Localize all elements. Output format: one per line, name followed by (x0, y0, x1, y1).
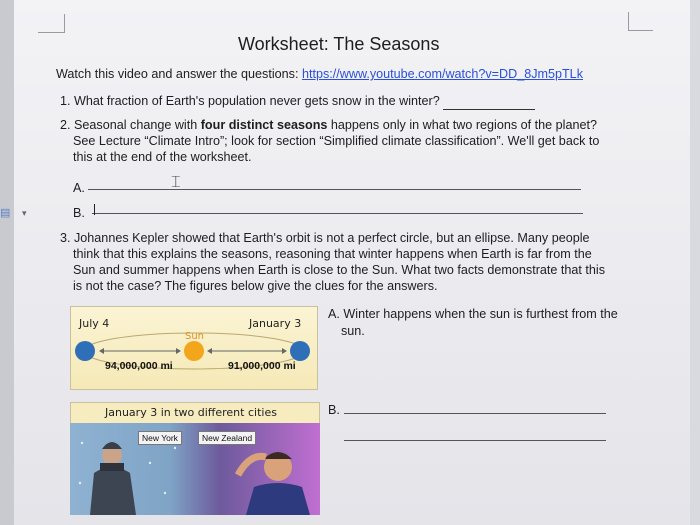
sidebar-doc-icon[interactable]: ▤ (0, 207, 11, 219)
cities-figure-title: January 3 in two different cities (105, 406, 277, 419)
page-title: Worksheet: The Seasons (238, 34, 440, 54)
sun-label: Sun (185, 331, 205, 342)
video-link[interactable]: https://www.youtube.com/watch?v=DD_8Jm5pTLk (301, 67, 583, 81)
page-corner-top-right-mark (628, 12, 653, 31)
question-1 (60, 93, 535, 110)
question-1-text: 1. What fraction of Earth's population never gets snow in the winter? (60, 94, 440, 108)
sun-icon (184, 341, 204, 361)
intro-text: Watch this video and answer the questions: (56, 67, 302, 81)
city-label-left: New York (138, 431, 182, 445)
q2-answer-a-line[interactable] (88, 189, 581, 190)
earth-january-icon (290, 341, 310, 361)
july-label: July 4 (79, 317, 110, 330)
question-3-line-2: think that this explains the seasons, reasoning that winter happens when Earth is far from the (73, 247, 592, 261)
left-edge-strip (0, 0, 14, 525)
text-caret (94, 204, 95, 215)
left-distance-label: 94,000,000 mi (105, 360, 173, 372)
answer-a-line-1: A. Winter happens when the sun is furthest from the (328, 307, 618, 321)
cities-figure-header (70, 402, 320, 424)
q2-answer-b-line[interactable] (92, 213, 583, 214)
question-3-line-4: is not the case? The figures below give the clues for the answers. (73, 279, 438, 293)
orbit-figure (70, 306, 318, 390)
text-cursor-icon: ⌶ (171, 174, 181, 191)
question-2-line-1 (60, 117, 597, 134)
q2-answer-b-label: B. (73, 206, 85, 220)
cities-photo (70, 423, 320, 515)
q2-text-b: happens only in what two regions of the planet? (327, 118, 597, 132)
intro-line (56, 66, 583, 83)
cities-illustration (70, 423, 320, 515)
answer-b-label: B. (328, 403, 340, 417)
city-label-right: New Zealand (198, 431, 256, 445)
answer-b-line-2[interactable] (344, 440, 606, 441)
january-label: January 3 (249, 317, 302, 330)
question-1-answer-blank[interactable] (443, 97, 535, 110)
q2-bold-text: four distinct seasons (200, 118, 328, 132)
answer-b-line-1[interactable] (344, 413, 606, 414)
q2-answer-a-label: A. (73, 181, 85, 195)
answer-a-line-2: sun. (341, 324, 365, 338)
q2-text-a: 2. Seasonal change with (60, 118, 201, 132)
earth-july-icon (75, 341, 95, 361)
question-2-line-3: this at the end of the worksheet. (73, 150, 252, 164)
question-3-line-1: 3. Johannes Kepler showed that Earth's orbit is not a perfect circle, but an ellipse. Many people (60, 231, 590, 245)
right-distance-label: 91,000,000 mi (228, 360, 296, 372)
page-corner-top-left-mark (38, 14, 65, 33)
question-2-line-2: See Lecture “Climate Intro”; look for section “Simplified climate classification”. We'll get back to (73, 134, 600, 148)
question-3-line-3: Sun and summer happens when Earth is close to the Sun. What two facts demonstrate that this (73, 263, 606, 277)
chevron-down-icon[interactable]: ▾ (22, 208, 27, 218)
